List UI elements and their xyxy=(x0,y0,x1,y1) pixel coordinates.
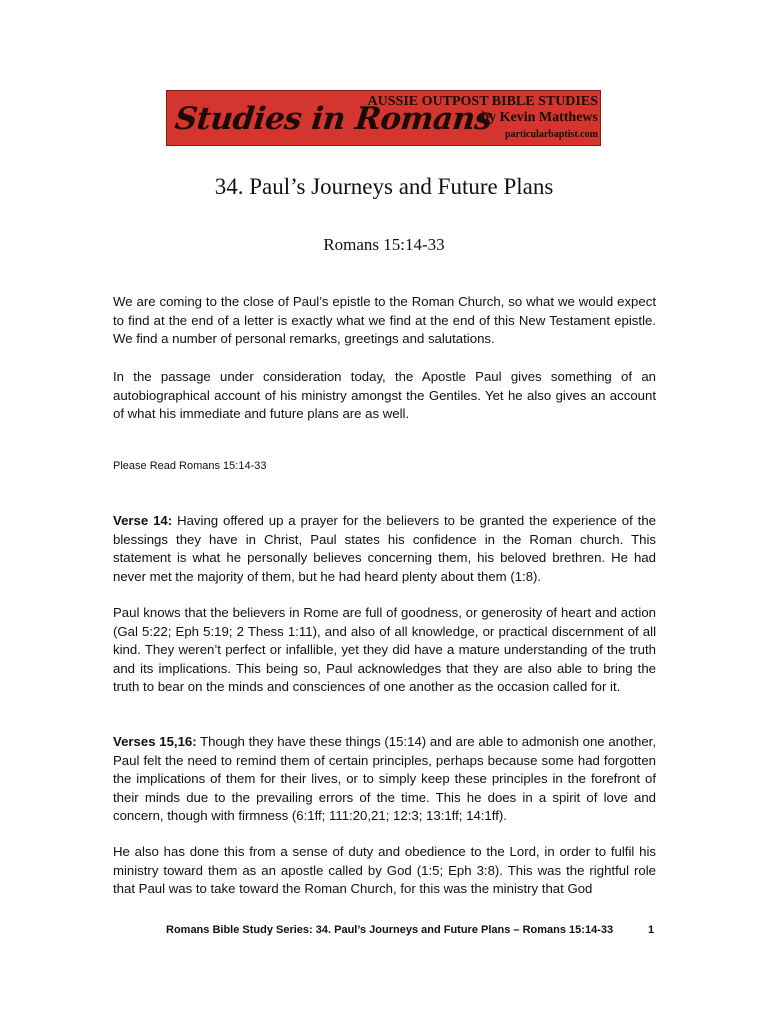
paragraph-text: Though they have these things (15:14) and are able to admonish one another, Paul felt the need to remind them of certain principles, perhaps because some had forgotten the implications of them for their lives, or to simply keep these principles in the forefront of their minds due to the prevailing errors of the time. This he does in a spirit of love and concern, though with firmness (6:1ff; 111:20,21; 12:3; 13:1ff; 14:1ff). xyxy=(113,734,657,823)
paragraph-text: Having offered up a prayer for the believers to be granted the experience of the blessings they have in Christ, Paul states his confidence in the Roman church. This statement is what he personally believes concerning them, his beloved brethren. He had never met the majority of them, but he had heard plenty about them (1:8). xyxy=(113,513,656,584)
paragraph-lead: Verse 14: xyxy=(113,513,173,528)
page-subtitle: Romans 15:14-33 xyxy=(323,235,445,254)
paragraph-verse-14 xyxy=(113,512,656,586)
page-footer: Romans Bible Study Series: 34. Paul’s Journeys and Future Plans – Romans 15:14-33 xyxy=(166,924,614,936)
header-banner xyxy=(166,90,601,146)
paragraph-intro xyxy=(113,293,656,349)
paragraph-context xyxy=(113,368,656,424)
paragraph-lead: Verses 15,16: xyxy=(113,734,197,749)
banner-logo: Studies in Romans xyxy=(173,101,494,137)
paragraph-goodness xyxy=(113,604,656,697)
page-title: 34. Paul’s Journeys and Future Plans xyxy=(214,174,554,199)
paragraph-verses-15-16 xyxy=(113,733,656,826)
paragraph-duty xyxy=(113,843,656,899)
paragraph-text: In the passage under consideration today, the Apostle Paul gives something of an autobiographical account of his ministry amongst the Gentiles. Yet he also gives an account of what his immediate and future plans are as well. xyxy=(113,369,656,421)
page-number: 1 xyxy=(648,924,655,936)
paragraph-text: We are coming to the close of Paul’s epistle to the Roman Church, so what we would expect to find at the end of a letter is exactly what we find at the end of this New Testament epistle. We find a number of personal remarks, greetings and salutations. xyxy=(113,294,656,346)
paragraph-text: Paul knows that the believers in Rome are full of goodness, or generosity of heart and action (Gal 5:22; Eph 5:19; 2 Thess 1:11), and also of all knowledge, or practical discernment of all kind. They weren’t perfect or infallible, yet they did have a mature understanding of the truth and its implications. This being so, Paul acknowledges that they are also able to bring the truth to bear on the minds and consciences of one another as the occasion called for it. xyxy=(113,605,656,694)
banner-org-name: AUSSIE OUTPOST BIBLE STUDIES xyxy=(367,94,598,109)
paragraph-text: He also has done this from a sense of duty and obedience to the Lord, in order to fulfil his ministry toward them as an apostle called by God (1:5; Eph 3:8). This was the rightful role that Paul was to take toward the Roman Church, for this was the ministry that God xyxy=(113,844,656,896)
reading-note: Please Read Romans 15:14-33 xyxy=(113,460,267,472)
banner-author: by Kevin Matthews xyxy=(481,110,598,125)
banner-website: particularbaptist.com xyxy=(504,129,598,140)
